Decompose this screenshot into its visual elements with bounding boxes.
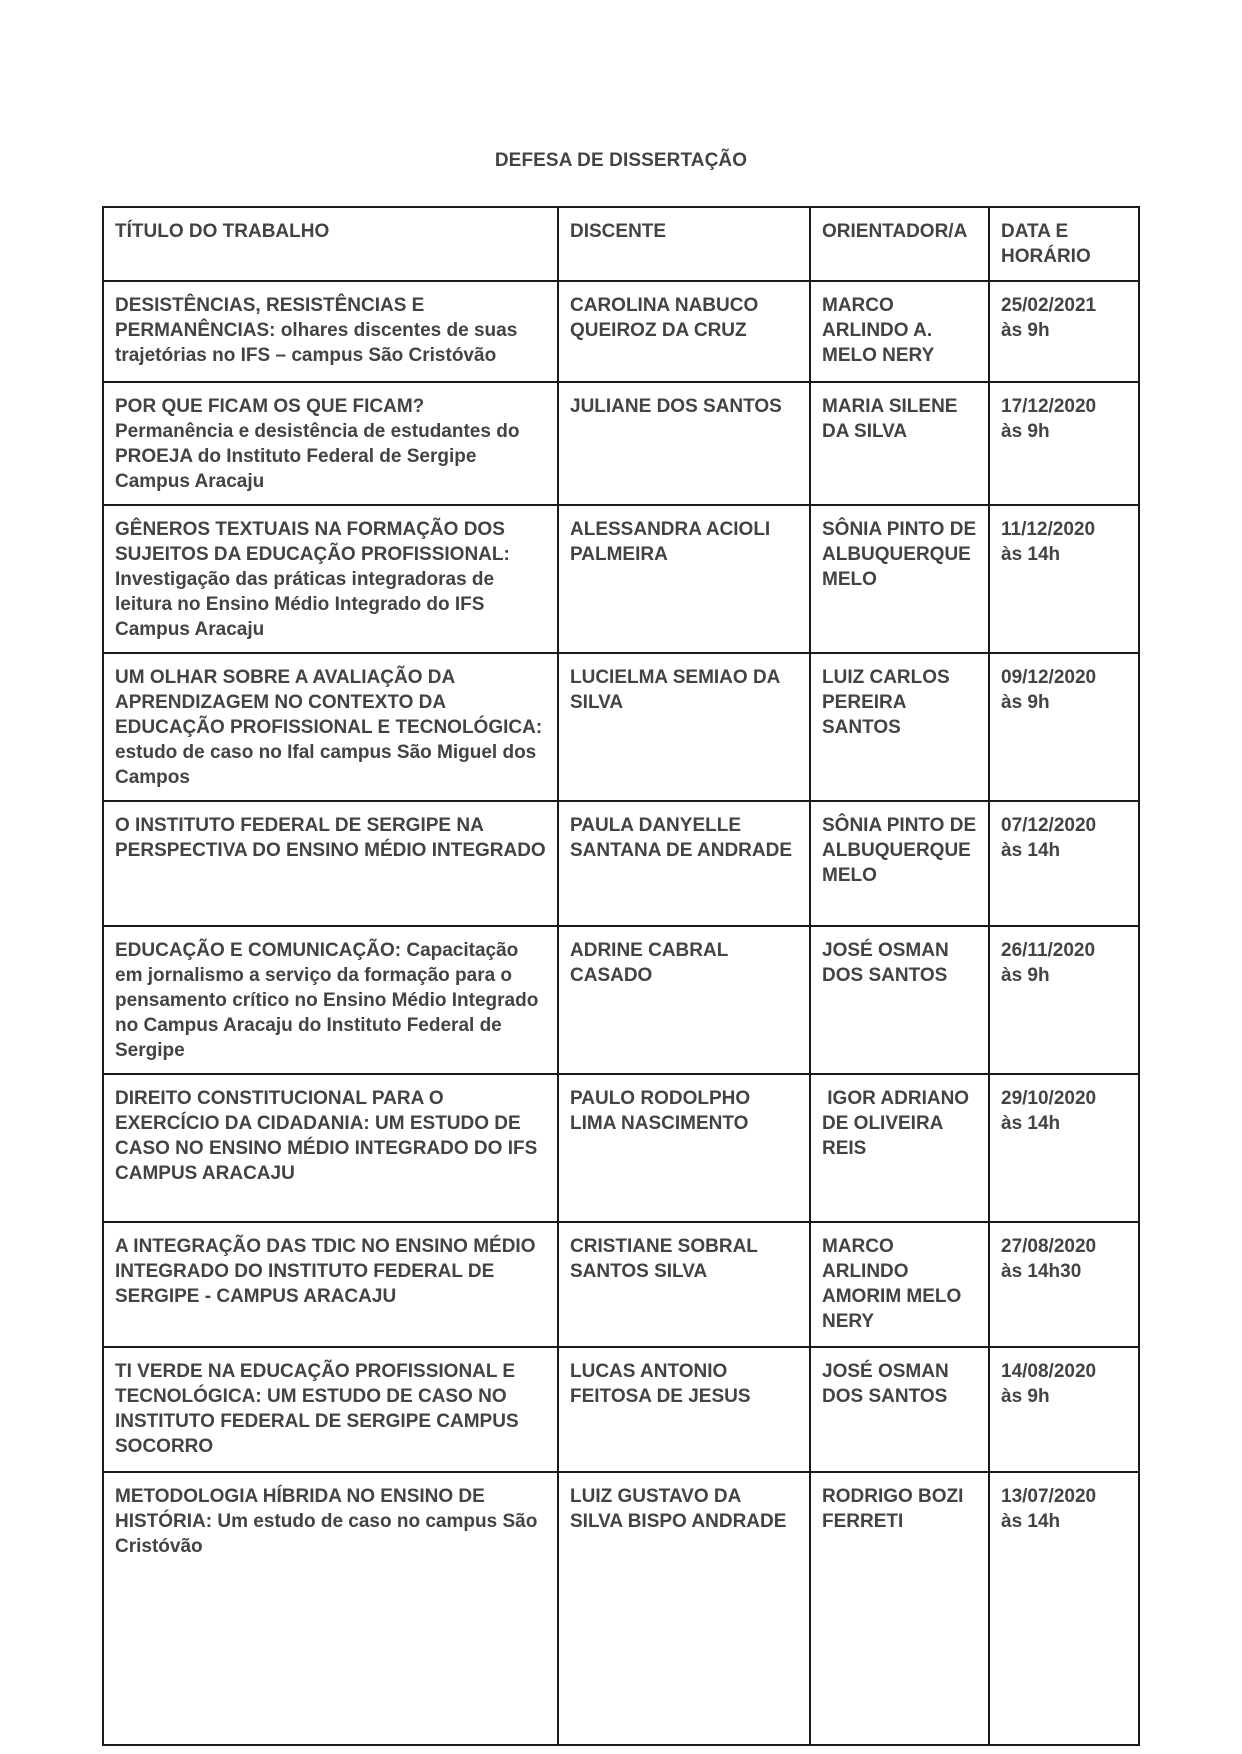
defense-date: 11/12/2020 [1001,519,1096,540]
date-time [989,926,1139,1074]
defense-time: às 9h [1001,421,1050,442]
defense-time: às 14h30 [1001,1261,1082,1282]
advisor-name: JOSÉ OSMAN DOS SANTOS [810,926,989,1074]
work-title-caps: TI VERDE NA EDUCAÇÃO PROFISSIONAL E TECNOLÓGICA: UM ESTUDO DE CASO NO INSTITUTO FEDERAL DE SERGIPE CAMPUS SOCORRO [115,1361,519,1457]
dissertation-defense-table [102,206,1140,1746]
advisor-name [810,801,989,926]
work-title [103,1074,558,1222]
table-row [103,505,1139,653]
table-row [103,281,1139,382]
date-time [989,382,1139,505]
work-title-caps: GÊNEROS TEXTUAIS NA FORMAÇÃO DOS SUJEITOS DA EDUCAÇÃO PROFISSIONAL: [115,519,510,565]
date-time [989,653,1139,801]
table-row [103,1347,1139,1472]
date-time [989,1074,1139,1222]
advisor-name: JOSÉ OSMAN DOS SANTOS [810,1347,989,1472]
work-title [103,926,558,1074]
defense-time: às 9h [1001,320,1050,341]
student-name: CRISTIANE SOBRAL SANTOS SILVA [558,1222,810,1347]
work-title-rest: Investigação das práticas integradoras de leitura no Ensino Médio Integrado do IFS Campus Aracaju [115,569,495,640]
defense-time: às 14h [1001,544,1061,565]
header-title: TÍTULO DO TRABALHO [103,207,558,281]
student-name: LUIZ GUSTAVO DA SILVA BISPO ANDRADE [558,1472,810,1745]
page-title: DEFESA DE DISSERTAÇÃO [494,150,748,171]
date-time [989,1222,1139,1347]
student-name: PAULA DANYELLE SANTANA DE ANDRADE [558,801,810,926]
table-row [103,926,1139,1074]
work-title-caps: EDUCAÇÃO E COMUNICAÇÃO: [115,940,402,961]
defense-time: às 14h [1001,1511,1061,1532]
defense-date: 09/12/2020 [1001,667,1097,688]
student-name: LUCAS ANTONIO FEITOSA DE JESUS [558,1347,810,1472]
defense-date: 17/12/2020 [1001,396,1097,417]
work-title [103,1347,558,1472]
table-row [103,382,1139,505]
work-title-caps: DESISTÊNCIAS, RESISTÊNCIAS E PERMANÊNCIAS: [115,295,425,341]
work-title [103,281,558,382]
work-title-rest: olhares discentes de suas trajetórias no IFS – campus São Cristóvão [115,320,518,366]
defense-time: às 9h [1001,692,1050,713]
advisor-name-text: SÔNIA PINTO DE ALBUQUERQUE MELO [822,815,977,886]
work-title [103,1472,558,1745]
work-title-rest: Um estudo de caso no campus São Cristóvão [115,1511,538,1557]
date-time [989,801,1139,926]
work-title [103,653,558,801]
work-title-rest: Capacitação em jornalismo a serviço da formação para o pensamento crítico no Ensino Médio Integrado no Campus Aracaju do Instituto Federal de Sergipe [115,940,539,1061]
student-name: JULIANE DOS SANTOS [558,382,810,505]
date-time [989,1347,1139,1472]
work-title-caps: POR QUE FICAM OS QUE FICAM? [115,396,425,417]
advisor-name: MARCO ARLINDO A. MELO NERY [810,281,989,382]
work-title-caps: UM OLHAR SOBRE A AVALIAÇÃO DA APRENDIZAGEM NO CONTEXTO DA EDUCAÇÃO PROFISSIONAL E TECNOLÓGICA: [115,667,543,738]
defense-date: 26/11/2020 [1001,940,1096,961]
defense-date: 13/07/2020 [1001,1486,1097,1507]
defense-date: 27/08/2020 [1001,1236,1097,1257]
defense-time: às 9h [1001,1386,1050,1407]
date-time [989,505,1139,653]
advisor-name: MARIA SILENE DA SILVA [810,382,989,505]
table-row [103,1074,1139,1222]
work-title-caps: METODOLOGIA HÍBRIDA NO ENSINO DE HISTÓRIA: [115,1486,485,1532]
work-title [103,801,558,926]
date-time [989,1472,1139,1745]
defense-time: às 9h [1001,965,1050,986]
advisor-name [810,505,989,653]
defense-time: às 14h [1001,1113,1061,1134]
advisor-name: RODRIGO BOZI FERRETI [810,1472,989,1745]
student-name: LUCIELMA SEMIAO DA SILVA [558,653,810,801]
work-title [103,505,558,653]
work-title-caps: A INTEGRAÇÃO DAS TDIC NO ENSINO MÉDIO INTEGRADO DO INSTITUTO FEDERAL DE SERGIPE - CAMPUS ARACAJU [115,1236,536,1307]
header-student: DISCENTE [558,207,810,281]
defense-time: às 14h [1001,840,1061,861]
student-name: CAROLINA NABUCO QUEIROZ DA CRUZ [558,281,810,382]
defense-date: 25/02/2021 [1001,295,1097,316]
table-header-row [103,207,1139,281]
header-advisor: ORIENTADOR/A [810,207,989,281]
student-name: ALESSANDRA ACIOLI PALMEIRA [558,505,810,653]
advisor-name-text: SÔNIA PINTO DE ALBUQUERQUE MELO [822,519,977,590]
advisor-name: IGOR ADRIANO DE OLIVEIRA REIS [810,1074,989,1222]
work-title [103,382,558,505]
student-name: ADRINE CABRAL CASADO [558,926,810,1074]
header-date-time [989,207,1139,281]
table-row [103,801,1139,926]
advisor-name: MARCO ARLINDO AMORIM MELO NERY [810,1222,989,1347]
table-row [103,653,1139,801]
work-title-rest: estudo de caso no Ifal campus São Miguel dos Campos [115,742,537,788]
student-name: PAULO RODOLPHO LIMA NASCIMENTO [558,1074,810,1222]
work-title-caps: DIREITO CONSTITUCIONAL PARA O EXERCÍCIO DA CIDADANIA: UM ESTUDO DE CASO NO ENSINO MÉDIO INTEGRADO DO IFS CAMPUS ARACAJU [115,1088,538,1184]
work-title [103,1222,558,1347]
header-date-time-text: DATA E HORÁRIO [1001,221,1091,267]
defense-date: 29/10/2020 [1001,1088,1097,1109]
table-row [103,1222,1139,1347]
date-time [989,281,1139,382]
work-title-rest: Permanência e desistência de estudantes do PROEJA do Instituto Federal de Sergipe Campus Aracaju [115,421,520,492]
defense-date: 14/08/2020 [1001,1361,1097,1382]
defense-date: 07/12/2020 [1001,815,1097,836]
table-row [103,1472,1139,1745]
work-title-caps: O INSTITUTO FEDERAL DE SERGIPE NA PERSPECTIVA DO ENSINO MÉDIO INTEGRADO [115,815,546,861]
advisor-name: LUIZ CARLOS PEREIRA SANTOS [810,653,989,801]
